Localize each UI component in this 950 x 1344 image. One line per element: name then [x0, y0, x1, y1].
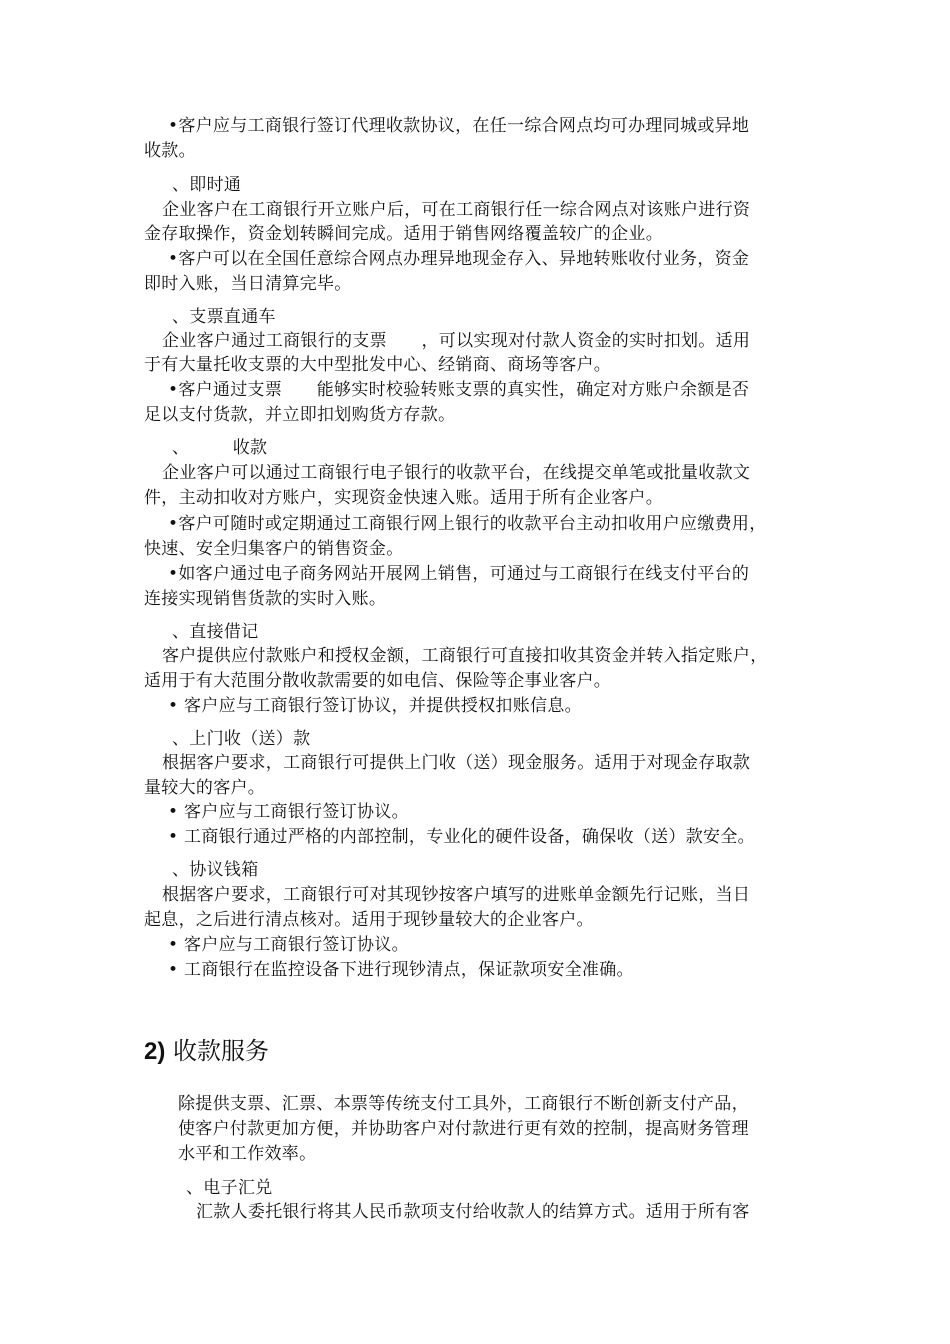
text-line: 连接实现销售货款的实时入账。 — [144, 589, 387, 609]
bullet-line: • 工商银行在监控设备下进行现钞清点，保证款项安全准确。 — [168, 960, 634, 980]
text-line: 企业客户可以通过工商银行电子银行的收款平台，在线提交单笔或批量收款文 — [162, 463, 751, 483]
text-line: 起息，之后进行清点核对。适用于现钞量较大的企业客户。 — [144, 910, 594, 930]
text-line: 金存取操作，资金划转瞬间完成。适用于销售网络覆盖较广的企业。 — [144, 224, 663, 244]
bullet-line: • 工商银行通过严格的内部控制，专业化的硬件设备，确保收（送）款安全。 — [168, 827, 755, 847]
text-line: 水平和工作效率。 — [178, 1144, 317, 1164]
text-line: 根据客户要求，工商银行可提供上门收（送）现金服务。适用于对现金存取款 — [162, 753, 751, 773]
text-line: 量较大的客户。 — [144, 778, 266, 798]
section-heading — [144, 1036, 269, 1067]
bullet-line: •客户通过支票 能够实时校验转账支票的真实性，确定对方账户余额是否 — [168, 380, 750, 400]
text-line: 于有大量托收支票的大中型批发中心、经销商、商场等客户。 — [144, 355, 612, 375]
subheading: 、 收款 — [172, 438, 268, 458]
bullet-line: •客户应与工商银行签订代理收款协议，在任一综合网点均可办理同城或异地 — [168, 116, 750, 136]
text-line: 快速、安全归集客户的销售资金。 — [144, 539, 404, 559]
bullet-line: • 客户应与工商银行签订协议。 — [168, 935, 409, 955]
subheading: 、上门收（送）款 — [172, 729, 311, 749]
text-line: 适用于有大范围分散收款需要的如电信、保险等企事业客户。 — [144, 671, 612, 691]
subheading: 、支票直通车 — [172, 307, 276, 327]
bullet-line: • 客户应与工商银行签订协议，并提供授权扣账信息。 — [168, 696, 582, 716]
text-line: 件，主动扣收对方账户，实现资金快速入账。适用于所有企业客户。 — [144, 488, 663, 508]
text-line: 企业客户在工商银行开立账户后，可在工商银行任一综合网点对该账户进行资 — [162, 200, 751, 220]
subheading: 、电子汇兑 — [186, 1178, 273, 1198]
section-number: 2) — [144, 1038, 166, 1065]
bullet-line: •客户可以在全国任意综合网点办理异地现金存入、异地转账收付业务，资金 — [168, 249, 750, 269]
text-line: 即时入账，当日清算完毕。 — [144, 274, 352, 294]
subheading: 、直接借记 — [172, 622, 259, 642]
section-title: 收款服务 — [172, 1037, 269, 1065]
bullet-line: •如客户通过电子商务网站开展网上销售，可通过与工商银行在线支付平台的 — [168, 564, 750, 584]
text-line: 客户提供应付款账户和授权金额，工商银行可直接扣收其资金并转入指定账户， — [162, 646, 768, 666]
subheading: 、即时通 — [172, 175, 242, 195]
bullet-line: • 客户应与工商银行签订协议。 — [168, 802, 409, 822]
text-line: 使客户付款更加方便，并协助客户对付款进行更有效的控制，提高财务管理 — [178, 1119, 749, 1139]
bullet-line: •客户可随时或定期通过工商银行网上银行的收款平台主动扣收用户应缴费用， — [168, 514, 767, 534]
text-line: 汇款人委托银行将其人民币款项支付给收款人的结算方式。适用于所有客 — [196, 1202, 750, 1222]
text-line: 根据客户要求，工商银行可对其现钞按客户填写的进账单金额先行记账，当日 — [162, 885, 751, 905]
text-line: 足以支付货款，并立即扣划购货方存款。 — [144, 405, 456, 425]
subheading: 、协议钱箱 — [172, 860, 259, 880]
text-line: 收款。 — [144, 141, 196, 161]
text-line: 企业客户通过工商银行的支票 ，可以实现对付款人资金的实时扣划。适用 — [162, 331, 751, 351]
text-line: 除提供支票、汇票、本票等传统支付工具外，工商银行不断创新支付产品， — [178, 1094, 749, 1114]
